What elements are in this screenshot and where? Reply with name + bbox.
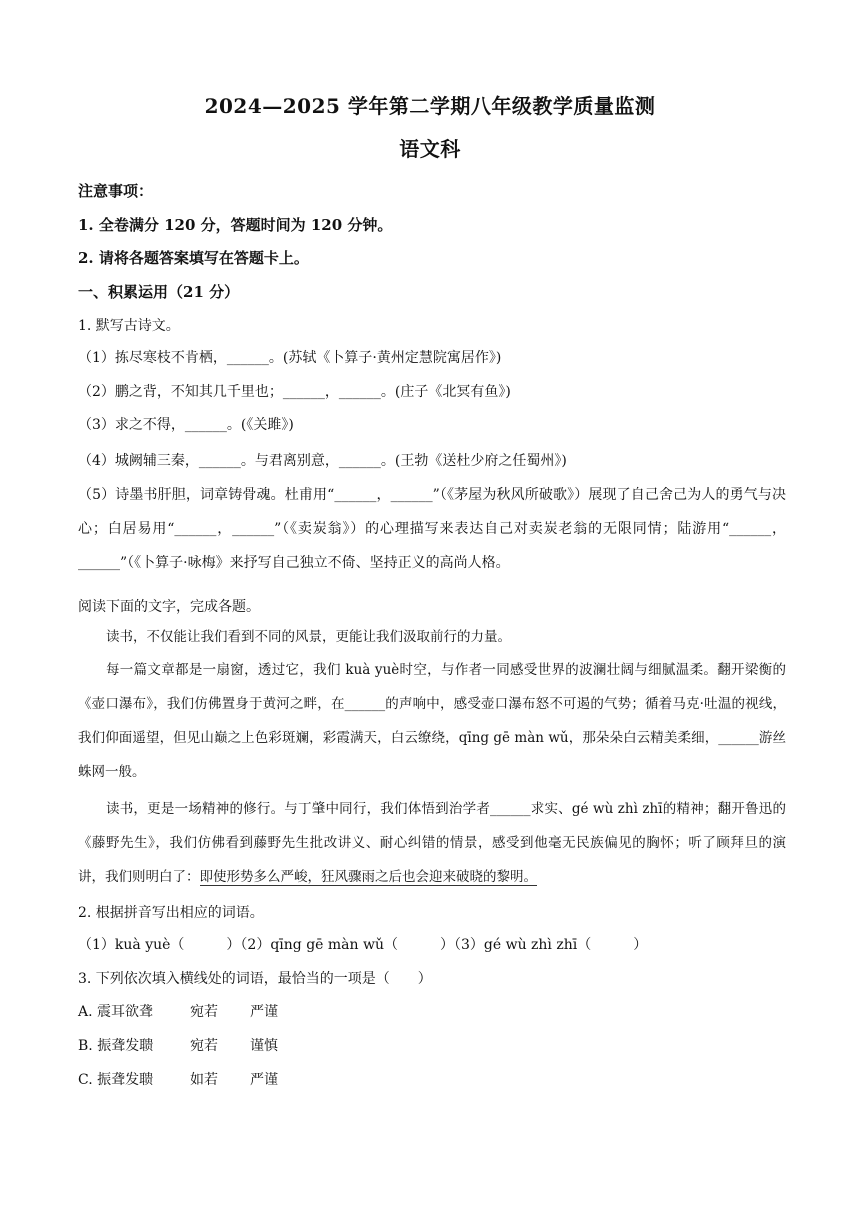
q3-option-c	[78, 1069, 278, 1089]
q2-items: （1）kuà yuè（ ）（2）qīng gē màn wǔ（ ）（3）gé wù zhì zhī（ ）	[78, 937, 648, 953]
reading-intro: 阅读下面的文字，完成各题。	[78, 599, 260, 615]
exam-title: 2024—2025 学年第二学期八年级教学质量监测	[204, 94, 656, 118]
option-word-3: 严谨	[250, 1004, 278, 1020]
option-word-3: 严谨	[250, 1072, 278, 1088]
q2-stem: 2. 根据拼音写出相应的词语。	[78, 905, 264, 921]
q1-stem: 1. 默写古诗文。	[78, 318, 180, 334]
q3-stem: 3. 下列依次填入横线处的词语，最恰当的一项是（ ）	[78, 971, 432, 987]
notes-heading: 注意事项：	[78, 182, 154, 200]
option-word-2: 宛若	[190, 1004, 218, 1020]
q3-option-b	[78, 1035, 278, 1055]
option-label: A. 震耳欲聋	[78, 1004, 154, 1020]
q1-part-3: （3）求之不得，______。(《关雎》)	[78, 417, 294, 433]
option-word-2: 宛若	[190, 1038, 218, 1054]
notes-item-2: 2. 请将各题答案填写在答题卡上。	[78, 249, 309, 267]
section-1-heading: 一、积累运用（21 分）	[78, 283, 240, 301]
subject-title: 语文科	[399, 137, 461, 161]
option-word-2: 如若	[190, 1072, 218, 1088]
reading-para-3	[78, 792, 786, 894]
q3-option-a	[78, 1001, 278, 1021]
reading-para-2: 每一篇文章都是一扇窗，透过它，我们 kuà yuè时空，与作者一同感受世界的波澜壮阔与细腻温柔。翻开梁衡的《壶口瀑布》，我们仿佛置身于黄河之畔，在______的声响中，感受壶口瀑布怒不可遏的气势；循着马克·吐温的视线，我们仰面遥望，但见山巅之上色彩斑斓，彩霞满天，白云缭绕，qīng gē màn wǔ，那朵朵白云精美柔细，______游丝蛛网一般。	[78, 662, 786, 780]
reading-para-3-text: 读书，更是一场精神的修行。与丁肇中同行，我们体悟到治学者______求实、gé wù zhì zhī的精神；翻开鲁迅的《藤野先生》，我们仿佛看到藤野先生批改讲义、耐心纠错的情景，感受到他毫无民族偏见的胸怀；听了顾拜旦的演讲，我们则明白了：	[78, 801, 786, 885]
q1-part-2: （2）鹏之背，不知其几千里也；______，______。(庄子《北冥有鱼》)	[78, 384, 511, 400]
q1-part-5: （5）诗墨书肝胆，词章铸骨魂。杜甫用“______，______”（《茅屋为秋风所破歌》）展现了自己舍己为人的勇气与决心；白居易用“______，______”（《卖炭翁》）的心理描写来表达自己对卖炭老翁的无限同情；陆游用“______，______”（《卜算子·咏梅》来抒写自己独立不倚、坚持正义的高尚人格。	[78, 487, 786, 571]
reading-para-1: 读书，不仅能让我们看到不同的风景，更能让我们汲取前行的力量。	[106, 629, 511, 645]
q1-part-1: （1）拣尽寒枝不肯栖，______。(苏轼《卜算子·黄州定慧院寓居作》)	[78, 350, 502, 366]
reading-para-3-underlined: 即使形势多么严峻，狂风骤雨之后也会迎来破晓的黎明。	[199, 869, 537, 885]
option-label: C. 振聋发聩	[78, 1072, 154, 1088]
q1-part-4: （4）城阙辅三秦，______。与君离别意，______。(王勃《送杜少府之任蜀州》)	[78, 453, 567, 469]
notes-item-1: 1. 全卷满分 120 分，答题时间为 120 分钟。	[78, 216, 393, 234]
option-label: B. 振聋发聩	[78, 1038, 154, 1054]
option-word-3: 谨慎	[250, 1038, 278, 1054]
